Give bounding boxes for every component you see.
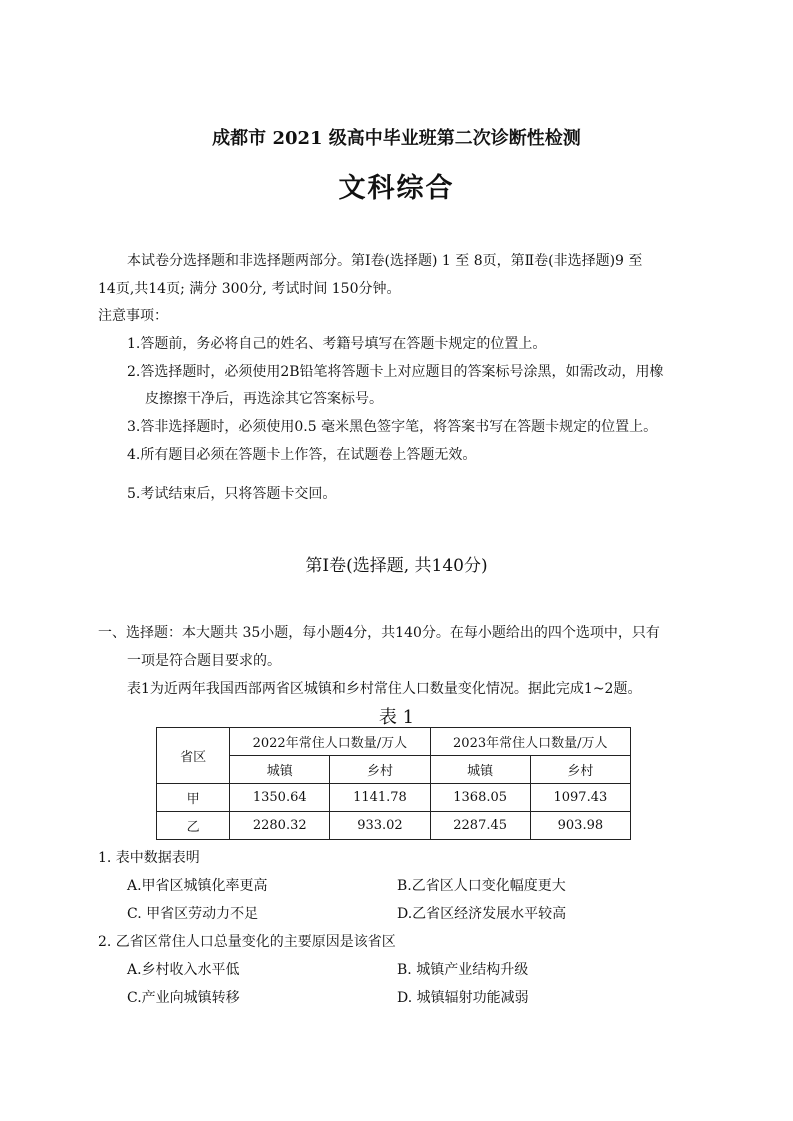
- note-item: 皮擦擦干净后，再选涂其它答案标号。: [145, 391, 383, 407]
- header-province: 省区: [157, 728, 230, 784]
- table-row: [157, 812, 631, 840]
- cell-value: 2280.32: [230, 812, 330, 840]
- population-table: [156, 727, 631, 840]
- option-d: D.乙省区经济发展水平较高: [397, 906, 567, 922]
- section-instruction-2: 一项是符合题目要求的。: [127, 653, 281, 669]
- section-instruction-1: 一、选择题：本大题共 35小题，每小题4分，共140分。在每小题给出的四个选项中，只有: [98, 625, 660, 641]
- option-d: D. 城镇辐射功能减弱: [397, 990, 529, 1006]
- option-b: B. 城镇产业结构升级: [397, 962, 529, 978]
- option-a: A.甲省区城镇化率更高: [127, 878, 268, 894]
- header-2022: 2022年常住人口数量/万人: [230, 728, 430, 756]
- subheader-urban-2023: 城镇: [430, 756, 530, 784]
- note-item: 5.考试结束后，只将答题卡交回。: [127, 486, 337, 502]
- option-a: A.乡村收入水平低: [127, 962, 240, 978]
- cell-value: 1350.64: [230, 784, 330, 812]
- option-c: C. 甲省区劳动力不足: [127, 906, 259, 922]
- option-b: B.乙省区人口变化幅度更大: [397, 878, 566, 894]
- cell-value: 903.98: [530, 812, 630, 840]
- question-stem: 2. 乙省区常住人口总量变化的主要原因是该省区: [98, 934, 396, 950]
- page-title: 成都市 2021 级高中毕业班第二次诊断性检测: [212, 128, 581, 149]
- subheader-urban-2022: 城镇: [230, 756, 330, 784]
- note-item: 2.答选择题时，必须使用2B铅笔将答题卡上对应题目的答案标号涂黑，如需改动，用橡: [127, 364, 664, 380]
- page-subtitle: 文科综合: [338, 173, 455, 204]
- question-group-stem: 表1为近两年我国西部两省区城镇和乡村常住人口数量变化情况。据此完成1~2题。: [127, 681, 642, 697]
- cell-value: 2287.45: [430, 812, 530, 840]
- cell-province: 乙: [157, 812, 230, 840]
- note-item: 4.所有题目必须在答题卡上作答，在试题卷上答题无效。: [127, 447, 477, 463]
- intro-line-2: 14页,共14页; 满分 300分, 考试时间 150分钟。: [98, 281, 401, 297]
- table-row: [157, 784, 631, 812]
- question-stem: 1. 表中数据表明: [98, 850, 200, 866]
- note-item: 1.答题前，务必将自己的姓名、考籍号填写在答题卡规定的位置上。: [127, 336, 547, 352]
- cell-value: 1097.43: [530, 784, 630, 812]
- note-item: 3.答非选择题时，必须使用0.5 毫米黑色签字笔，将答案书写在答题卡规定的位置上。: [127, 419, 658, 435]
- notes-heading: 注意事项：: [98, 308, 168, 324]
- cell-value: 933.02: [330, 812, 430, 840]
- subheader-rural-2022: 乡村: [330, 756, 430, 784]
- option-c: C.产业向城镇转移: [127, 990, 240, 1006]
- header-2023: 2023年常住人口数量/万人: [430, 728, 630, 756]
- cell-value: 1368.05: [430, 784, 530, 812]
- table-title: 表 1: [378, 707, 415, 728]
- subheader-rural-2023: 乡村: [530, 756, 630, 784]
- intro-line-1: 本试卷分选择题和非选择题两部分。第Ⅰ卷(选择题) 1 至 8页，第Ⅱ卷(非选择题)9 至: [127, 253, 643, 269]
- cell-province: 甲: [157, 784, 230, 812]
- cell-value: 1141.78: [330, 784, 430, 812]
- section-title: 第Ⅰ卷(选择题, 共140分): [305, 556, 488, 576]
